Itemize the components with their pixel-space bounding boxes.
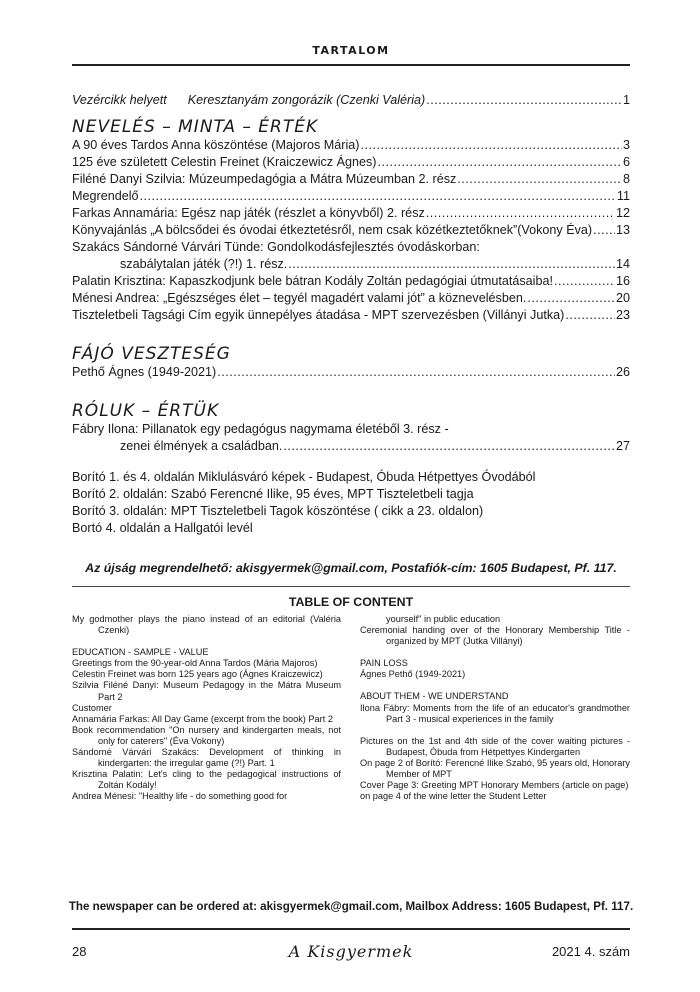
toc-section-heading: RÓLUK – ÉRTÜK	[72, 401, 220, 421]
english-toc-entry[interactable]: On page 2 of Borító: Ferencné Ilike Szabó, 95 years old, Honorary Member of MPT	[360, 757, 630, 780]
toc-entry-title: Palatin Krisztina: Kapaszkodjunk bele bátran Kodály Zoltán pedagógiai útmutatásaiba!	[72, 274, 553, 288]
toc-entry-page: 16	[615, 274, 630, 288]
toc-entry-title: Vezércikk helyett Keresztanyám zongorázik (Czenki Valéria)	[72, 93, 426, 107]
cover-note: Borító 2. oldalán: Szabó Ferencné Ilike, 95 éves, MPT Tiszteletbeli tagja	[72, 487, 474, 501]
toc-entry-title: A 90 éves Tardos Anna köszöntése (Majoros Mária)	[72, 138, 360, 152]
toc-entry-title: Filéné Danyi Szilvia: Múzeumpedagógia a Mátra Múzeumban 2. rész	[72, 172, 457, 186]
toc-section-heading: FÁJÓ VESZTESÉG	[72, 344, 231, 364]
toc-entry-title: Ménesi Andrea: „Egészséges élet – tegyél magadért valami jót” a köznevelésben.	[72, 291, 527, 305]
english-toc-entry[interactable]: My godmother plays the piano instead of an editorial (Valéria Czenki)	[72, 614, 341, 636]
toc-editorial[interactable]	[72, 92, 630, 109]
toc-entry[interactable]	[72, 171, 630, 188]
toc-entry-page: 26	[615, 365, 630, 379]
order-info-english: The newspaper can be ordered at: akisgyermek@gmail.com, Mailbox Address: 1605 Budapest, Pf. 117.	[68, 900, 634, 913]
toc-leader	[426, 205, 615, 222]
toc-entry-page: 14	[615, 257, 630, 271]
toc-leader	[360, 137, 622, 154]
english-toc-entry[interactable]: Book recommendation "On nursery and kindergarten meals, not only for caterers" (Éva Vokony)	[72, 724, 341, 746]
toc-entry[interactable]	[72, 290, 630, 307]
page	[68, 0, 634, 992]
toc-entry-title: Könyvajánlás „A bölcsődei és óvodai étkeztetésről, nem csak közétkeztetőknek”(Vokony Éva)	[72, 223, 593, 237]
toc-entry[interactable]	[72, 188, 630, 205]
toc-leader	[565, 307, 615, 324]
toc-entry-title: Tiszteletbeli Tagsági Cím egyik ünnepélyes átadása - MPT szervezésben (Villányi Jutka)	[72, 308, 565, 322]
toc-entry-title: Megrendelő	[72, 189, 139, 203]
english-toc-entry[interactable]: Ilona Fábry: Moments from the life of an educator's grandmother Part 3 - musical experiences in the family	[360, 702, 630, 724]
english-toc-entry[interactable]: Krisztina Palatin: Let's cling to the pedagogical instructions of Zoltán Kodály!	[72, 769, 341, 791]
english-toc-entry[interactable]: Sándorné Várvári Szakács: Development of thinking in kindergarten: the irregular game (?!) Part. 1	[72, 747, 341, 769]
cover-note: Borító 3. oldalán: MPT Tiszteletbeli Tagok köszöntése ( cikk a 23. oldalon)	[72, 504, 484, 518]
english-toc-entry[interactable]: Andrea Ménesi: "Healthy life - do something good for	[72, 791, 288, 802]
toc-leader	[593, 222, 615, 239]
toc-leader	[288, 256, 615, 273]
toc-entry-title: 125 éve született Celestin Freinet (Kraiczewicz Ágnes)	[72, 155, 377, 169]
english-toc-entry[interactable]: Szilvia Filéné Danyi: Museum Pedagogy in the Mátra Museum Part 2	[72, 680, 341, 702]
english-toc-entry[interactable]: Annamária Farkas: All Day Game (excerpt from the book) Part 2	[72, 713, 333, 724]
toc-entry-title: Pethő Ágnes (1949-2021)	[72, 365, 217, 379]
english-toc-entry[interactable]: Ágnes Pethő (1949-2021)	[360, 669, 466, 680]
toc-entry-title: zenei élmények a családban.	[120, 439, 283, 453]
page-number: 28	[72, 944, 87, 959]
toc-leader	[217, 364, 615, 381]
english-toc-entry[interactable]: Ceremonial handing over of the Honorary Membership Title - organized by MPT (Jutka Villányi)	[360, 625, 630, 647]
toc-entry[interactable]	[72, 137, 630, 154]
issue-label: 2021 4. szám	[551, 944, 630, 959]
toc-entry-page: 13	[615, 223, 630, 237]
toc-leader	[426, 92, 622, 109]
toc-entry-title: szabálytalan játék (?!) 1. rész.	[120, 257, 288, 271]
english-toc-entry[interactable]: Customer	[72, 702, 112, 713]
order-info-hungarian: Az újság megrendelhető: akisgyermek@gmail.com, Postafiók-cím: 1605 Budapest, Pf. 117.	[85, 561, 617, 575]
toc-entry[interactable]	[72, 421, 630, 438]
toc-entry[interactable]	[72, 307, 630, 324]
english-toc-entry[interactable]: Greetings from the 90-year-old Anna Tardos (Mária Majoros)	[72, 658, 318, 669]
toc-entry-title: Fábry Ilona: Pillanatok egy pedagógus nagymama életéből 3. rész -	[72, 422, 449, 436]
footer-rule	[72, 928, 630, 930]
english-toc-entry[interactable]: on page 4 of the wine letter the Student Letter	[360, 791, 547, 802]
toc-entry-page: 3	[622, 138, 630, 152]
toc-leader	[457, 171, 622, 188]
magazine-title: A Kisgyermek	[288, 942, 414, 961]
toc-entry[interactable]	[72, 154, 630, 171]
english-toc-right-column	[360, 614, 630, 802]
header-rule	[72, 64, 630, 66]
toc-entry[interactable]	[72, 205, 630, 222]
toc-entry-page: 8	[622, 172, 630, 186]
english-section-heading: ABOUT THEM - WE UNDERSTAND	[360, 691, 509, 702]
toc-entry-page: 27	[615, 439, 630, 453]
toc-leader	[554, 273, 615, 290]
english-toc-entry[interactable]: Celestin Freinet was born 125 years ago (Ágnes Kraiczewicz)	[72, 669, 323, 680]
cover-note: Bortó 4. oldalán a Hallgatói levél	[72, 521, 253, 535]
toc-section-heading: NEVELÉS – MINTA – ÉRTÉK	[72, 117, 319, 137]
toc-entry[interactable]	[72, 364, 630, 381]
english-toc-entry[interactable]: yourself" in public education	[386, 614, 501, 624]
toc-entry-page: 6	[622, 155, 630, 169]
english-toc-title: TABLE OF CONTENT	[288, 595, 414, 609]
toc-entry-page: 20	[615, 291, 630, 305]
toc-leader	[140, 188, 616, 205]
english-section-heading: Pictures on the 1st and 4th side of the cover waiting pictures - Budapest, Óbuda from Hétpettyes Kindergarten	[360, 735, 630, 757]
toc-entry[interactable]	[72, 222, 630, 239]
toc-entry[interactable]	[72, 273, 630, 290]
toc-entry-page: 11	[616, 189, 630, 203]
toc-entry-page: 23	[615, 308, 630, 322]
toc-entry-title: Szakács Sándorné Várvári Tünde: Gondolkodásfejlesztés óvodáskorban:	[72, 240, 480, 254]
toc-entry-page: 1	[622, 93, 630, 107]
section-divider	[72, 586, 630, 587]
header-title: TARTALOM	[312, 44, 390, 57]
english-section-heading: EDUCATION - SAMPLE - VALUE	[72, 647, 209, 658]
toc-hungarian	[72, 92, 630, 537]
toc-entry[interactable]	[72, 438, 630, 455]
english-section-heading: PAIN LOSS	[360, 658, 408, 669]
cover-note: Borító 1. és 4. oldalán Miklulásváró képek - Budapest, Óbuda Hétpettyes Óvodából	[72, 470, 536, 484]
english-toc-entry[interactable]: Cover Page 3: Greeting MPT Honorary Members (article on page)	[360, 780, 629, 791]
toc-entry-title: Farkas Annamária: Egész nap játék (részlet a könyvből) 2. rész	[72, 206, 425, 220]
toc-entry[interactable]	[72, 239, 630, 256]
toc-leader	[377, 154, 622, 171]
english-toc-left-column	[72, 614, 341, 803]
toc-entry-page: 12	[615, 206, 630, 220]
toc-entry[interactable]	[72, 256, 630, 273]
toc-leader	[527, 290, 615, 307]
toc-leader	[283, 438, 615, 455]
